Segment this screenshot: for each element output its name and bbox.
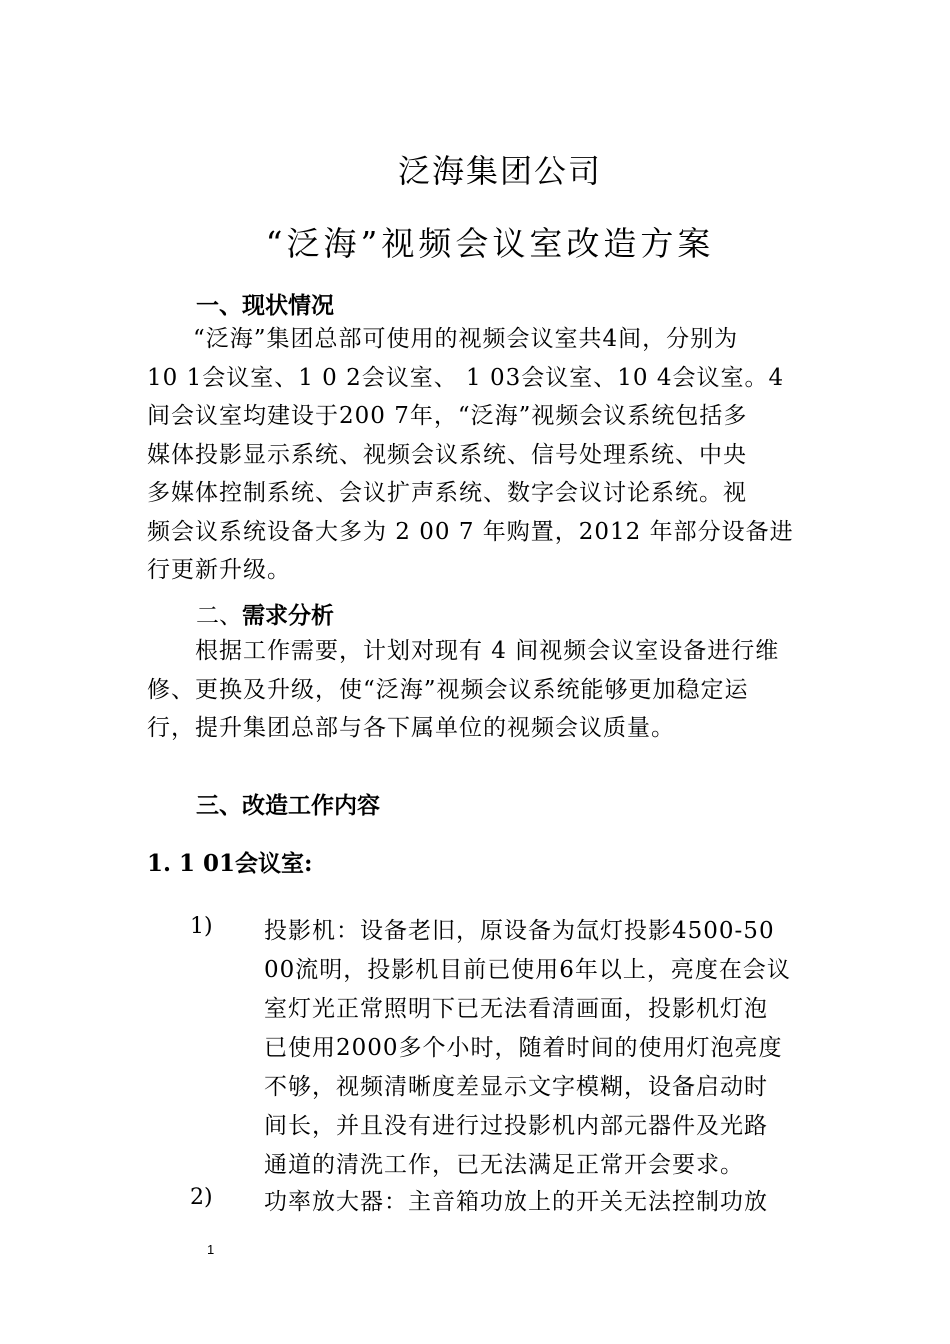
paragraph-line: 频会议系统设备大多为 2 00 7 年购置，2012 年部分设备进 bbox=[147, 518, 794, 545]
item-projector bbox=[264, 912, 809, 1185]
paragraph-line: 行更新升级。 bbox=[147, 557, 291, 583]
section-heading-status: 一、现状情况 bbox=[196, 292, 334, 319]
section-heading-requirements bbox=[196, 597, 334, 630]
item-line: 不够，视频清晰度差显示文字模糊，设备启动时 bbox=[264, 1074, 768, 1100]
paragraph-line: 修、更换及升级，使“泛海”视频会议系统能够更加稳定运 bbox=[147, 676, 749, 703]
item-line: 已使用2000多个小时，随着时间的使用灯泡亮度 bbox=[264, 1035, 783, 1061]
subsection-heading-room-101: 1. 1 01会议室: bbox=[147, 850, 313, 877]
page-number: 1 bbox=[207, 1242, 215, 1257]
requirements-paragraph bbox=[147, 632, 807, 748]
section-title: 需求分析 bbox=[242, 602, 334, 629]
item-amplifier bbox=[264, 1183, 809, 1222]
item-line: 间长，并且没有进行过投影机内部元器件及光路 bbox=[264, 1113, 768, 1139]
item-line: 功率放大器：主音箱功放上的开关无法控制功放 bbox=[264, 1189, 768, 1215]
paragraph-line: 10 1会议室、1 0 2会议室、 1 03会议室、10 4会议室。4 bbox=[147, 364, 785, 391]
item-line: 投影机：设备老旧，原设备为氙灯投影4500-50 bbox=[264, 918, 775, 944]
item-number: 2) bbox=[190, 1185, 213, 1210]
paragraph-line: 多媒体控制系统、会议扩声系统、数字会议讨论系统。视 bbox=[147, 480, 747, 506]
company-title: 泛海集团公司 bbox=[397, 152, 602, 190]
paragraph-line: 根据工作需要，计划对现有 4 间视频会议室设备进行维 bbox=[195, 638, 780, 664]
item-line: 室灯光正常照明下已无法看清画面，投影机灯泡 bbox=[264, 996, 768, 1022]
item-number: 1) bbox=[190, 914, 213, 939]
paragraph-line: “泛海”集团总部可使用的视频会议室共4间，分别为 bbox=[193, 326, 739, 352]
status-paragraph bbox=[147, 320, 807, 590]
document-title: “泛海”视频会议室改造方案 bbox=[265, 224, 715, 263]
paragraph-line: 行，提升集团总部与各下属单位的视频会议质量。 bbox=[147, 715, 675, 741]
item-line: 00流明，投影机目前已使用6年以上，亮度在会议 bbox=[264, 957, 791, 983]
paragraph-line: 媒体投影显示系统、视频会议系统、信号处理系统、中央 bbox=[147, 441, 747, 468]
paragraph-line: 间会议室均建设于200 7年，“泛海”视频会议系统包括多 bbox=[147, 403, 748, 429]
section-heading-work: 三、改造工作内容 bbox=[196, 792, 380, 819]
item-line: 通道的清洗工作，已无法满足正常开会要求。 bbox=[264, 1152, 744, 1178]
section-number: 二、 bbox=[196, 603, 242, 629]
